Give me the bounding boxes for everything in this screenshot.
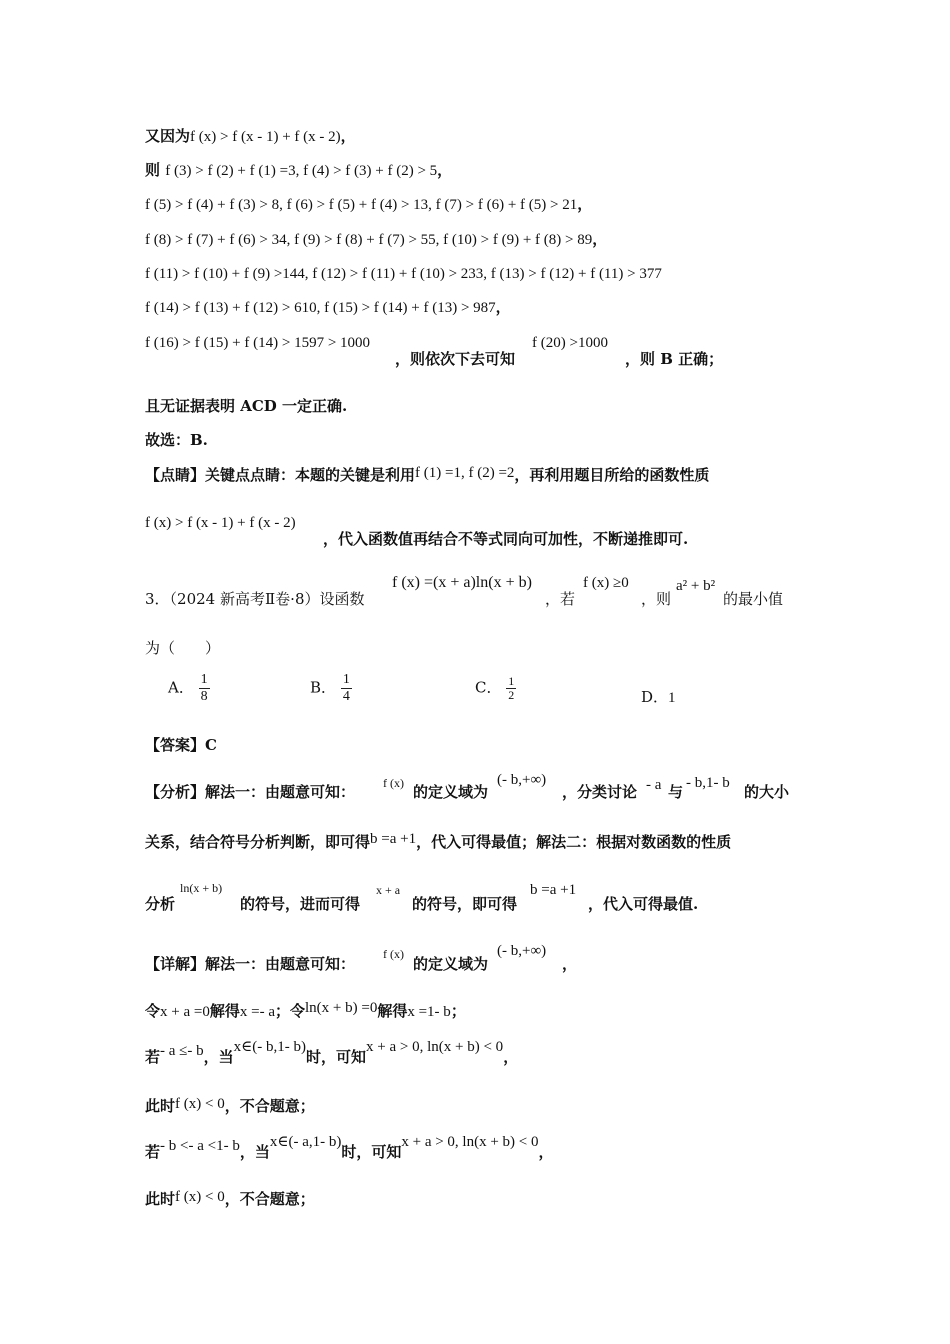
- tip-line-2b: [323, 529, 688, 549]
- text: 的符号，即可得: [412, 895, 518, 913]
- proof-line-7c: [532, 332, 608, 353]
- analysis-math-5: [180, 877, 222, 898]
- fraction: [506, 675, 516, 702]
- math: b =a +1: [370, 831, 417, 847]
- analysis-text-7: [412, 894, 517, 914]
- numerator: 1: [342, 672, 350, 687]
- option-a[interactable]: [168, 672, 210, 705]
- analysis-math-7: [530, 879, 576, 900]
- math: f (x) ≥0: [583, 575, 629, 591]
- analysis-math-3: [646, 774, 661, 795]
- text: ，则 B 正确；: [625, 350, 724, 368]
- text: 时，可知: [306, 1048, 367, 1066]
- text: ，不合题意；: [224, 1097, 315, 1115]
- text: ，则: [641, 590, 672, 608]
- math: b =a +1: [530, 882, 577, 898]
- text: ，: [562, 955, 578, 973]
- question-prefix: [145, 589, 365, 609]
- text: 若: [145, 1143, 161, 1161]
- detail-line-6: [145, 1189, 315, 1210]
- text: ，代入函数值再结合不等式同向可加性，不断递推即可.: [323, 530, 689, 548]
- math: x∈(- b,1- b): [233, 1039, 307, 1055]
- math: - b,1- b: [686, 775, 730, 791]
- tip-line-1: [145, 465, 709, 486]
- fraction: [341, 672, 352, 705]
- math: - a: [646, 777, 662, 793]
- analysis-line-3: [145, 894, 175, 914]
- analysis-text-4: [668, 782, 683, 802]
- option-c[interactable]: [475, 675, 516, 702]
- text: ，: [437, 161, 453, 179]
- text: 解得: [209, 1002, 240, 1020]
- text: ，当: [203, 1048, 234, 1066]
- question-expr: [676, 575, 715, 596]
- question-cond: [583, 572, 629, 593]
- math: x + a: [376, 883, 401, 897]
- option-value: 1: [668, 690, 676, 706]
- proof-line-8: [145, 396, 347, 416]
- math: ln(x + b) =0: [305, 1000, 378, 1016]
- math: x + a > 0, ln(x + b) < 0: [366, 1039, 504, 1055]
- text: ，当: [239, 1143, 270, 1161]
- math: f (1) =1, f (2) =2: [415, 465, 515, 481]
- question-line-2: [145, 638, 220, 658]
- text: ，则依次下去可知: [395, 350, 516, 368]
- math: x =- a: [239, 1004, 275, 1020]
- text: 3．（2024 新高考Ⅱ卷·8）设函数: [145, 590, 365, 608]
- math: f (x): [383, 776, 404, 790]
- detail-line-5: [145, 1134, 554, 1163]
- text: 若: [145, 1048, 161, 1066]
- option-label: A．: [168, 678, 194, 697]
- text: ，: [577, 195, 593, 213]
- proof-line-1: [145, 126, 356, 147]
- option-d[interactable]: [641, 686, 676, 707]
- option-label: D．: [641, 688, 669, 706]
- proof-line-7b: [395, 349, 515, 369]
- detail-line-3: [145, 1039, 519, 1068]
- math: x + a =0: [160, 1004, 210, 1020]
- math: f (5) > f (4) + f (3) > 8, f (6) > f (5) + f (4) > 13, f (7) > f (6) + f (5) > 21: [145, 197, 578, 213]
- detail-text-3: [562, 954, 577, 974]
- proof-line-6: [145, 297, 511, 318]
- proof-line-3: [145, 194, 592, 215]
- text: ，若: [545, 590, 576, 608]
- text: 此时: [145, 1097, 176, 1115]
- text: 【分析】解法一：由题意可知：: [145, 783, 356, 801]
- analysis-math-4: [686, 772, 730, 793]
- conclusion: [145, 430, 208, 450]
- text: ，: [538, 1143, 554, 1161]
- math: x + a > 0, ln(x + b) < 0: [401, 1134, 539, 1150]
- detail-text-2: [413, 954, 488, 974]
- text: 【详解】解法一：由题意可知：: [145, 955, 356, 973]
- analysis-math-1: [383, 772, 404, 793]
- option-label: C．: [475, 678, 502, 697]
- text: 【答案】C: [145, 736, 217, 754]
- denominator: 8: [200, 689, 208, 704]
- math: ln(x + b): [180, 881, 223, 895]
- analysis-text-2: [413, 782, 488, 802]
- math: x =1- b: [407, 1004, 451, 1020]
- analysis-text-6: [240, 894, 360, 914]
- math: f (x) =(x + a)ln(x + b): [392, 574, 532, 591]
- text: 解得: [377, 1002, 408, 1020]
- analysis-text-8: [588, 894, 698, 914]
- text: ；令: [274, 1002, 305, 1020]
- detail-line-1: [145, 954, 355, 974]
- text: ；: [450, 1002, 466, 1020]
- text: 为（ ）: [145, 639, 221, 657]
- text: 且无证据表明 ACD 一定正确.: [145, 397, 348, 415]
- detail-line-4: [145, 1096, 315, 1117]
- math: x∈(- a,1- b): [269, 1134, 342, 1150]
- analysis-math-6: [376, 879, 400, 900]
- option-label: B．: [310, 678, 337, 697]
- question-mid1: [545, 589, 575, 609]
- analysis-text-5: [744, 782, 789, 802]
- analysis-line-2: [145, 832, 731, 853]
- math: f (8) > f (7) + f (6) > 34, f (9) > f (8) + f (7) > 55, f (10) > f (9) + f (8) > 89: [145, 232, 593, 248]
- question-suffix: [723, 589, 783, 609]
- text: 关系，结合符号分析判断，即可得: [145, 833, 371, 851]
- analysis-text-3: [562, 782, 637, 802]
- text: 又因为: [145, 127, 191, 145]
- math: f (x): [383, 947, 404, 961]
- text: 此时: [145, 1190, 176, 1208]
- math: f (3) > f (2) + f (1) =3, f (4) > f (3) + f (2) > 5: [165, 163, 438, 179]
- math: a² + b²: [676, 578, 716, 594]
- math: f (x) < 0: [175, 1189, 225, 1205]
- detail-math-1: [383, 943, 404, 964]
- math: f (x) > f (x - 1) + f (x - 2): [190, 129, 341, 145]
- math: - b <- a <1- b: [160, 1138, 240, 1154]
- text: 的大小: [744, 783, 790, 801]
- text: 的定义域为: [413, 955, 489, 973]
- proof-line-2: [145, 160, 452, 181]
- text: 的符号，进而可得: [240, 895, 361, 913]
- answer-line: [145, 735, 217, 755]
- proof-line-7d: [625, 349, 723, 369]
- fraction: [199, 672, 210, 705]
- proof-line-4: [145, 229, 607, 250]
- tip-line-2a: [145, 512, 296, 533]
- text: 则: [145, 161, 161, 179]
- math: (- b,+∞): [497, 772, 547, 788]
- text: ，代入可得最值；解法二：根据对数函数的性质: [416, 833, 732, 851]
- math: f (16) > f (15) + f (14) > 1597 > 1000: [145, 335, 371, 351]
- math: f (20) >1000: [532, 335, 608, 351]
- denominator: 4: [342, 689, 350, 704]
- analysis-math-2: [497, 769, 546, 790]
- math: f (x) < 0: [175, 1096, 225, 1112]
- text: 令: [145, 1002, 161, 1020]
- text: ，不合题意；: [224, 1190, 315, 1208]
- text: 的最小值: [723, 590, 784, 608]
- text: 时，可知: [341, 1143, 402, 1161]
- text: 故选：B.: [145, 431, 208, 449]
- text: ，分类讨论: [562, 783, 638, 801]
- question-mid2: [641, 589, 671, 609]
- analysis-line-1: [145, 782, 355, 802]
- denominator: 2: [508, 688, 515, 702]
- math: - a ≤- b: [160, 1043, 204, 1059]
- math: (- b,+∞): [497, 943, 547, 959]
- text: ，: [495, 298, 511, 316]
- text: 的定义域为: [413, 783, 489, 801]
- text: 与: [668, 783, 684, 801]
- math: f (x) > f (x - 1) + f (x - 2): [145, 515, 296, 531]
- text: 分析: [145, 895, 176, 913]
- text: ，: [340, 127, 356, 145]
- option-b[interactable]: [310, 672, 352, 705]
- question-func: [392, 572, 532, 593]
- math: f (11) > f (10) + f (9) >144, f (12) > f (11) + f (10) > 233, f (13) > f (12) + f (11) > 377: [145, 266, 662, 282]
- math: f (14) > f (13) + f (12) > 610, f (15) > f (14) + f (13) > 987: [145, 300, 496, 316]
- proof-line-7a: [145, 332, 370, 353]
- text: ，: [592, 230, 608, 248]
- detail-line-2: [145, 1001, 466, 1022]
- text: ，代入可得最值.: [588, 895, 699, 913]
- numerator: 1: [508, 674, 515, 688]
- text: ，: [503, 1048, 519, 1066]
- detail-math-2: [497, 940, 546, 961]
- text: ，再利用题目所给的函数性质: [514, 466, 710, 484]
- proof-line-5: [145, 263, 662, 284]
- numerator: 1: [200, 672, 208, 687]
- text: 【点睛】关键点点睛：本题的关键是利用: [145, 466, 416, 484]
